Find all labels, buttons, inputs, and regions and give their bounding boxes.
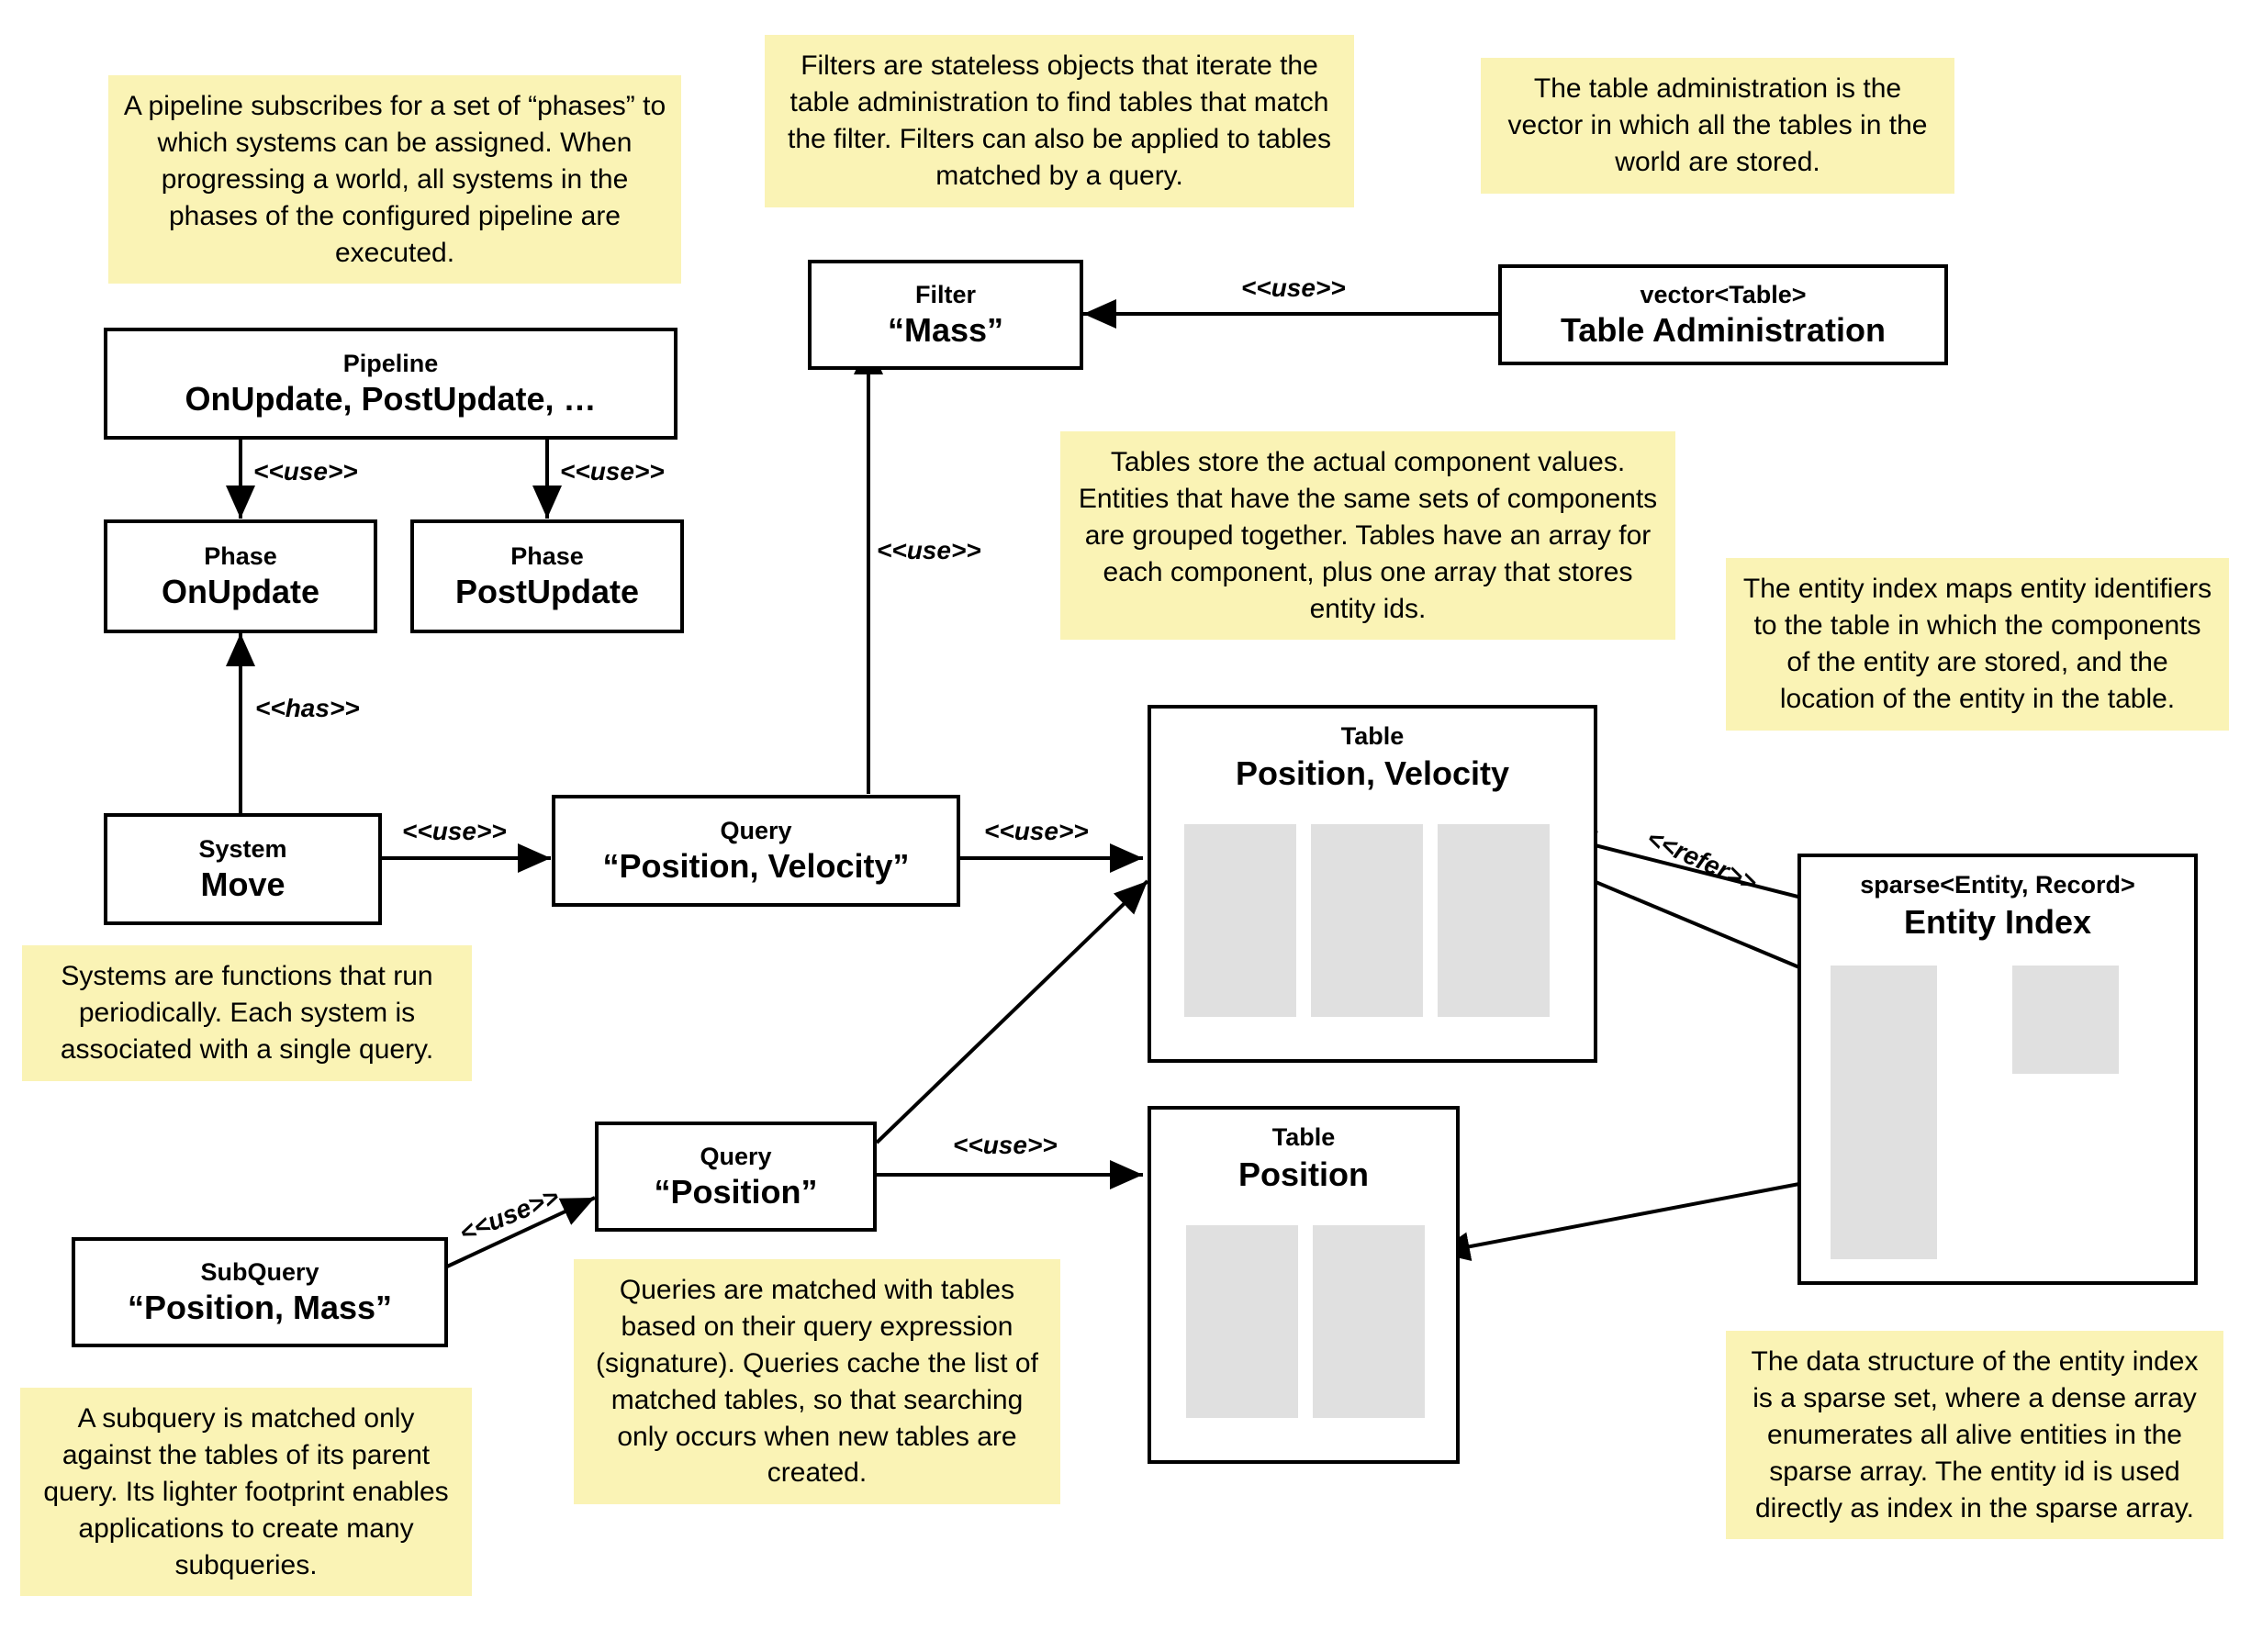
node-filter-mass-label: “Mass” [887, 310, 1004, 349]
node-phase-postupdate[interactable] [410, 519, 684, 633]
node-pipeline-label: OnUpdate, PostUpdate, … [185, 379, 597, 418]
edge-label-pipeline-postupdate: <<use>> [560, 457, 665, 486]
note-subquery: A subquery is matched only against the tables of its parent query. Its lighter footprint enables applications to create many subqueries. [20, 1388, 472, 1596]
edge-label-system-phase: <<has>> [255, 694, 360, 722]
entity-index-sparse-array [1831, 966, 1937, 1259]
edge-label-subquery-query: <<use>> [455, 1181, 564, 1248]
note-filter: Filters are stateless objects that iterate the table administration to find tables that match the filter. Filters can also be applied to tables matched by a query. [765, 35, 1354, 207]
edge-label-queryposition-table: <<use>> [953, 1131, 1058, 1159]
node-table-position-label: Position [1238, 1155, 1369, 1193]
node-query-position[interactable] [595, 1122, 877, 1232]
table-column [1311, 824, 1423, 1017]
node-table-administration[interactable] [1498, 264, 1948, 365]
node-query-position-velocity[interactable] [552, 795, 960, 907]
node-filter-mass-stereotype: Filter [914, 281, 976, 309]
node-table-position-velocity-label: Position, Velocity [1235, 753, 1510, 792]
node-filter-mass[interactable] [808, 260, 1083, 370]
node-phase-onupdate[interactable] [104, 519, 377, 633]
table-position-velocity-columns [1184, 824, 1550, 1017]
node-table-position-velocity-header [1151, 709, 1594, 796]
edge-label-pipeline-onupdate: <<use>> [253, 457, 358, 486]
node-pipeline[interactable] [104, 328, 677, 440]
edge-label-entityindex-table: <<refer>> [1642, 823, 1762, 898]
note-table-admin: The table administration is the vector in which all the tables in the world are stored. [1481, 58, 1954, 194]
edge-label-system-query: <<use>> [402, 817, 507, 845]
node-entity-index-stereotype: sparse<Entity, Record> [1860, 871, 2135, 899]
node-system-move-label: Move [200, 865, 286, 903]
node-table-position[interactable] [1148, 1106, 1460, 1464]
node-system-move-stereotype: System [198, 835, 287, 864]
node-subquery-position-mass-stereotype: SubQuery [200, 1258, 319, 1287]
node-subquery-position-mass[interactable] [72, 1237, 448, 1347]
node-query-position-label: “Position” [654, 1172, 818, 1211]
table-column [1313, 1225, 1425, 1418]
node-entity-index-label: Entity Index [1903, 902, 2092, 941]
node-phase-onupdate-stereotype: Phase [204, 542, 277, 571]
note-entity-index: The entity index maps entity identifiers to the table in which the components of the entity are stored, and the location of the entity in the table. [1726, 558, 2229, 731]
note-pipeline: A pipeline subscribes for a set of “phases” to which systems can be assigned. When progressing a world, all systems in the phases of the configured pipeline are executed. [108, 75, 681, 284]
edge-label-query-filter: <<use>> [877, 536, 981, 564]
edge-label-tableadmin-filter: <<use>> [1241, 273, 1346, 302]
table-column [1186, 1225, 1298, 1418]
node-phase-postupdate-label: PostUpdate [454, 572, 640, 610]
node-phase-onupdate-label: OnUpdate [161, 572, 319, 610]
node-table-position-velocity-stereotype: Table [1340, 722, 1405, 750]
node-query-position-velocity-stereotype: Query [720, 817, 792, 845]
node-query-position-stereotype: Query [700, 1143, 772, 1171]
node-table-administration-stereotype: vector<Table> [1640, 281, 1807, 309]
table-column [1438, 824, 1550, 1017]
node-phase-postupdate-stereotype: Phase [510, 542, 584, 571]
note-queries: Queries are matched with tables based on their query expression (signature). Queries cache the list of matched tables, so that searching only occurs when new tables are created. [574, 1259, 1060, 1504]
node-table-position-stereotype: Table [1271, 1123, 1336, 1151]
note-systems: Systems are functions that run periodically. Each system is associated with a single query. [22, 945, 472, 1081]
node-table-administration-label: Table Administration [1560, 310, 1887, 349]
entity-index-dense-array [2012, 966, 2119, 1074]
node-table-position-header [1151, 1110, 1456, 1197]
edge-label-query-table: <<use>> [984, 817, 1089, 845]
node-system-move[interactable] [104, 813, 382, 925]
table-position-columns [1186, 1225, 1425, 1418]
node-pipeline-stereotype: Pipeline [342, 350, 439, 378]
node-entity-index-header [1801, 857, 2194, 944]
note-sparse-set: The data structure of the entity index is a sparse set, where a dense array enumerates all alive entities in the sparse array. The entity id is used directly as index in the sparse array. [1726, 1331, 2223, 1539]
note-tables: Tables store the actual component values. Entities that have the same sets of components are grouped together. Tables have an array for each component, plus one array that stores entity ids. [1060, 431, 1675, 640]
node-entity-index[interactable] [1797, 854, 2198, 1285]
node-subquery-position-mass-label: “Position, Mass” [127, 1288, 393, 1326]
node-query-position-velocity-label: “Position, Velocity” [602, 846, 910, 885]
table-column [1184, 824, 1296, 1017]
node-table-position-velocity[interactable] [1148, 705, 1597, 1063]
